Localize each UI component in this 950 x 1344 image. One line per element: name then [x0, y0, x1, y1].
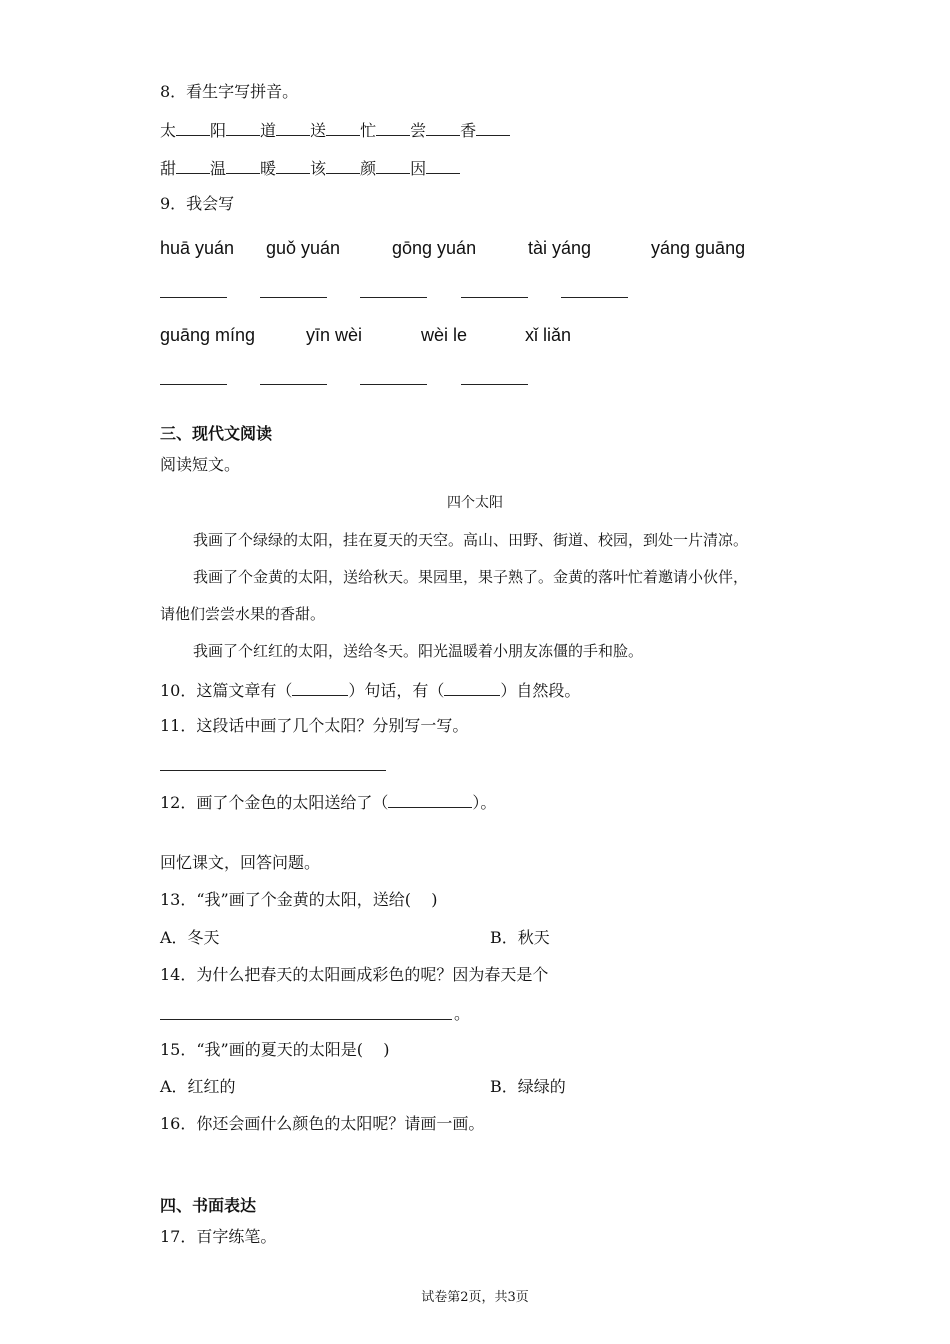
- q13-option-a[interactable]: A．冬天: [160, 928, 220, 947]
- q12-blank[interactable]: [388, 791, 472, 808]
- q12-text: ）。: [472, 793, 497, 812]
- recall-instruction: 回忆课文，回答问题。: [160, 853, 321, 872]
- q15: 15．“我”画的夏天的太阳是( ): [160, 1040, 390, 1059]
- pinyin-blank[interactable]: [376, 157, 410, 174]
- char-yang: 阳: [210, 121, 227, 140]
- char-wen: 温: [210, 159, 227, 178]
- answer-line[interactable]: [260, 297, 327, 298]
- q10-blank-sentences[interactable]: [292, 679, 348, 696]
- pinyin-blank[interactable]: [326, 119, 360, 136]
- char-gai: 该: [310, 159, 327, 178]
- answer-line[interactable]: [360, 297, 427, 298]
- q10-text: 10．这篇文章有（: [160, 681, 293, 700]
- q8-title: 8．看生字写拼音。: [160, 82, 299, 101]
- q13-option-b[interactable]: B．秋天: [490, 928, 550, 947]
- pinyin-blank[interactable]: [376, 119, 410, 136]
- q9-title: 9．我会写: [160, 194, 235, 213]
- q14-answer-line[interactable]: [160, 1019, 452, 1020]
- pinyin-blank[interactable]: [476, 119, 510, 136]
- q10-blank-paragraphs[interactable]: [444, 679, 500, 696]
- answer-line[interactable]: [461, 297, 528, 298]
- pinyin-item: huā yuán: [160, 238, 235, 258]
- q12: [160, 791, 496, 813]
- q11: 11．这段话中画了几个太阳？分别写一写。: [160, 716, 469, 735]
- page-footer: 试卷第2页，共3页: [421, 1290, 529, 1305]
- q10-text: ）句话，有（: [348, 681, 445, 700]
- answer-line[interactable]: [561, 297, 628, 298]
- char-yan: 颜: [360, 159, 377, 178]
- passage-paragraph-1: 我画了个绿绿的太阳，挂在夏天的天空。高山、田野、街道、校园，到处一片清凉。: [193, 531, 749, 549]
- pinyin-blank[interactable]: [176, 157, 210, 174]
- section4-heading: 四、书面表达: [160, 1196, 257, 1215]
- answer-line[interactable]: [360, 384, 427, 385]
- passage-paragraph-3: 我画了个红红的太阳，送给冬天。阳光温暖着小朋友冻僵的手和脸。: [193, 642, 644, 660]
- pinyin-blank[interactable]: [276, 119, 310, 136]
- pinyin-item: wèi le: [421, 325, 468, 345]
- q13: 13．“我”画了个金黄的太阳，送给( ): [160, 890, 438, 909]
- pinyin-item: yīn wèi: [306, 325, 363, 345]
- q17: 17．百字练笔。: [160, 1227, 277, 1246]
- q8-row1: [160, 119, 510, 141]
- char-xiang: 香: [460, 121, 477, 140]
- q15-option-a[interactable]: A．红红的: [160, 1077, 236, 1096]
- answer-line[interactable]: [461, 384, 528, 385]
- pinyin-blank[interactable]: [326, 157, 360, 174]
- q14: 14．为什么把春天的太阳画成彩色的呢？因为春天是个: [160, 965, 549, 984]
- char-dao: 道: [260, 121, 277, 140]
- q11-answer-line[interactable]: [160, 770, 386, 771]
- pinyin-blank[interactable]: [226, 157, 260, 174]
- passage-paragraph-2: 我画了个金黄的太阳，送给秋天。果园里，果子熟了。金黄的落叶忙着邀请小伙伴，: [193, 568, 749, 586]
- char-mang: 忙: [360, 121, 377, 140]
- pinyin-item: guāng míng: [160, 325, 256, 345]
- passage-title: 四个太阳: [447, 495, 503, 511]
- q15-option-b[interactable]: B．绿绿的: [490, 1077, 566, 1096]
- pinyin-blank[interactable]: [426, 157, 460, 174]
- pinyin-blank[interactable]: [176, 119, 210, 136]
- passage-paragraph-2-cont: 请他们尝尝水果的香甜。: [160, 605, 326, 623]
- char-yin: 因: [410, 159, 427, 178]
- pinyin-item: gōng yuán: [392, 238, 477, 258]
- q16: 16．你还会画什么颜色的太阳呢？请画一画。: [160, 1114, 485, 1133]
- pinyin-item: xǐ liǎn: [525, 325, 572, 345]
- q10-text: ）自然段。: [500, 681, 581, 700]
- section3-heading: 三、现代文阅读: [160, 424, 273, 443]
- q10: [160, 679, 580, 701]
- answer-line[interactable]: [260, 384, 327, 385]
- q14-end: 。: [454, 1004, 471, 1023]
- char-tai: 太: [160, 121, 177, 140]
- pinyin-item: guǒ yuán: [266, 238, 341, 258]
- char-song: 送: [310, 121, 327, 140]
- q8-row2: [160, 157, 460, 179]
- pinyin-blank[interactable]: [226, 119, 260, 136]
- pinyin-item: tài yáng: [528, 238, 592, 258]
- answer-line[interactable]: [160, 297, 227, 298]
- char-chang: 尝: [410, 121, 427, 140]
- char-nuan: 暖: [260, 159, 277, 178]
- q12-text: 12．画了个金色的太阳送给了（: [160, 793, 389, 812]
- reading-instruction: 阅读短文。: [160, 455, 241, 474]
- answer-line[interactable]: [160, 384, 227, 385]
- pinyin-item: yáng guāng: [651, 238, 746, 258]
- pinyin-blank[interactable]: [426, 119, 460, 136]
- char-tian: 甜: [160, 159, 177, 178]
- pinyin-blank[interactable]: [276, 157, 310, 174]
